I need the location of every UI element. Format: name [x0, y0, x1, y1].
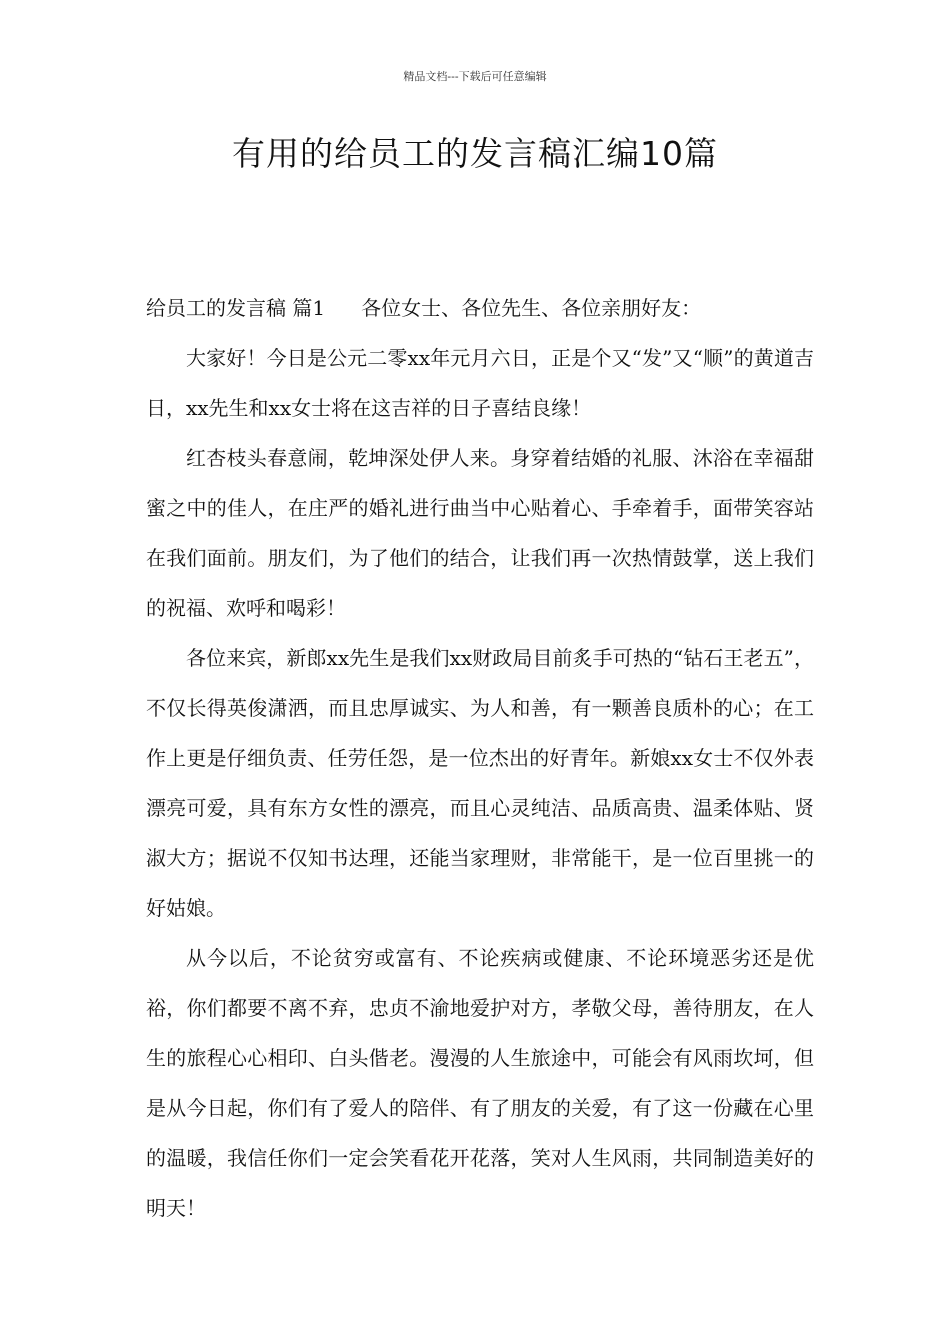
paragraph: 从今以后，不论贫穷或富有、不论疾病或健康、不论环境恶劣还是优裕，你们都要不离不弃，忠贞不渝地爱护对方，孝敬父母，善待朋友，在人生的旅程心心相印、白头偕老。漫漫的人生旅途中，可能会有风雨坎坷，但是从今日起，你们有了爱人的陪伴、有了朋友的关爱，有了这一份藏在心里的温暖，我信任你们一定会笑看花开花落，笑对人生风雨，共同制造美好的明天！ — [146, 946, 814, 1220]
opening-line — [146, 283, 814, 333]
paragraph: 各位来宾，新郎xx先生是我们xx财政局目前炙手可热的“钻石王老五”，不仅长得英俊潇洒，而且忠厚诚实、为人和善，有一颗善良质朴的心；在工作上更是仔细负责、任劳任怨，是一位杰出的好青年。新娘xx女士不仅外表漂亮可爱，具有东方女性的漂亮，而且心灵纯洁、品质高贵、温柔体贴、贤淑大方；据说不仅知书达理，还能当家理财，非常能干，是一位百里挑一的好姑娘。 — [146, 646, 814, 920]
document-body — [146, 283, 814, 1233]
paragraph: 红杏枝头春意闹，乾坤深处伊人来。身穿着结婚的礼服、沐浴在幸福甜蜜之中的佳人，在庄严的婚礼进行曲当中心贴着心、手牵着手，面带笑容站在我们面前。朋友们，为了他们的结合，让我们再一次热情鼓掌，送上我们的祝福、欢呼和喝彩！ — [146, 446, 814, 620]
paragraph: 大家好！今日是公元二零xx年元月六日，正是个又“发”又“顺”的黄道吉日，xx先生和xx女士将在这吉祥的日子喜结良缘！ — [146, 346, 814, 420]
header-note: 精品文档---下载后可任意编辑 — [403, 70, 547, 83]
section-label: 给员工的发言稿 篇1 — [146, 296, 326, 320]
greeting: 各位女士、各位先生、各位亲朋好友： — [361, 296, 702, 320]
document-title: 有用的给员工的发言稿汇编10篇 — [232, 134, 718, 173]
